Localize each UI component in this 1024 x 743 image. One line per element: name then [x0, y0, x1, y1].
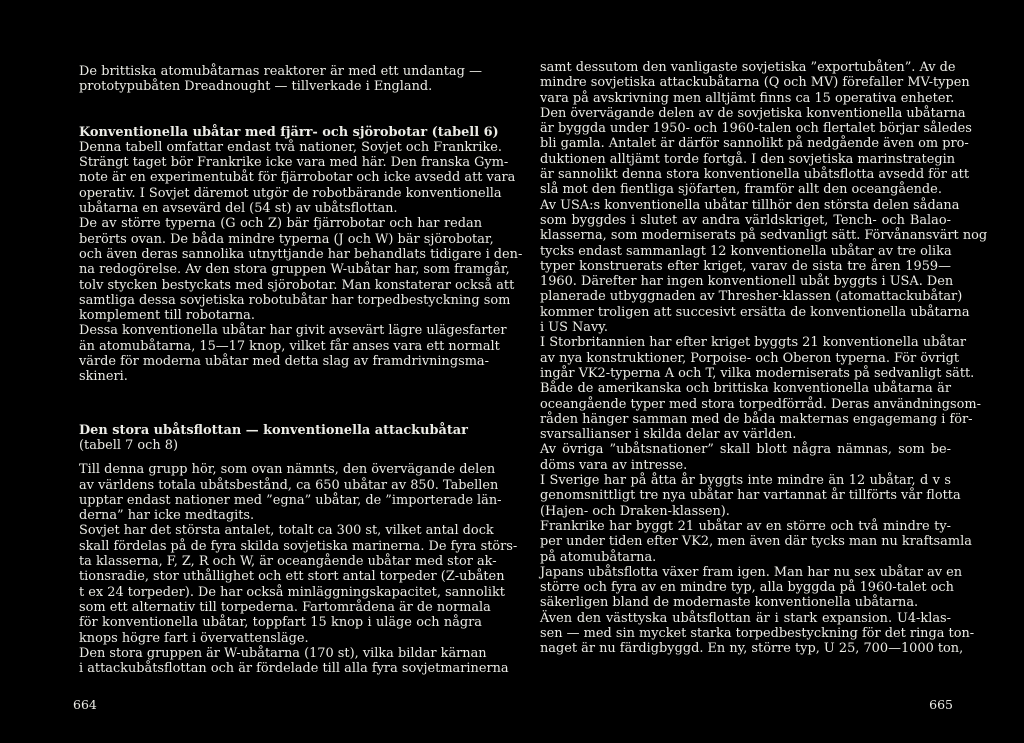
- body-line: tolv stycken bestyckats med sjörobotar. Man konstaterar också att: [79, 277, 515, 293]
- right-column: [540, 60, 988, 657]
- body-line: Denna tabell omfattar endast två nationer, Sovjet och Frankrike.: [79, 139, 502, 155]
- body-line: och även deras sannolika utnyttjande har behandlats tidigare i den-: [79, 246, 523, 262]
- body-line: upptar endast nationer med ”egna” ubåtar, de ”importerade län-: [79, 492, 502, 508]
- body-line: än atomubåtarna, 15—17 knop, vilket får anses vara ett normalt: [79, 338, 500, 354]
- body-line: (Hajen- och Draken-klassen).: [540, 503, 730, 519]
- body-line: som ett alternativ till torpederna. Fartområdena är de normala: [79, 599, 491, 615]
- body-line: är byggda under 1950- och 1960-talen och flertalet börjar således: [540, 121, 972, 137]
- body-line: mindre sovjetiska attackubåtarna (Q och MV) förefaller MV-typen: [540, 75, 970, 91]
- body-line: av nya konstruktioner, Porpoise- och Oberon typerna. För övrigt: [540, 350, 960, 366]
- body-line: av världens totala ubåtsbestånd, ca 650 ubåtar av 850. Tabellen: [79, 477, 499, 493]
- body-line: råden hänger samman med de båda makternas engagemang i för-: [540, 411, 973, 427]
- body-line: naget är nu färdigbyggd. En ny, större typ, U 25, 700—1000 ton,: [540, 641, 964, 657]
- body-line: per under tiden efter VK2, men även där tycks man nu kraftsamla: [540, 534, 972, 550]
- body-line: Dessa konventionella ubåtar har givit avsevärt lägre ulägesfarter: [79, 323, 507, 339]
- body-line: klasserna, som moderniserats på sedvanligt sätt. Förvånansvärt nog: [540, 228, 988, 244]
- body-line: bli gamla. Antalet är därför sannolikt på nedgående även om pro-: [540, 136, 969, 152]
- body-line: Sovjet har det största antalet, totalt ca 300 st, vilket antal dock: [79, 523, 494, 539]
- body-line: större och fyra av en mindre typ, alla byggda på 1960-talet och: [540, 580, 954, 596]
- body-line: ingår VK2-typerna A och T, vilka moderniserats på sedvanligt sätt.: [540, 365, 975, 381]
- page-number: 664: [73, 697, 97, 712]
- body-line: 1960. Därefter har ingen konventionell ubåt byggts i USA. Den: [540, 274, 954, 290]
- page-number: 665: [929, 697, 953, 712]
- body-line: I Storbritannien har efter kriget byggts 21 konventionella ubåtar: [540, 335, 967, 351]
- body-line: Den övervägande delen av de sovjetiska konventionella ubåtarna: [540, 105, 966, 121]
- body-line: slå mot den fientliga sjöfarten, framför allt den oceangående.: [540, 182, 942, 198]
- left-page: [73, 0, 523, 743]
- body-line: samtliga dessa sovjetiska robotubåtar har torpedbestyckning som: [79, 292, 511, 308]
- body-line: vara på avskrivning men alltjämt finns ca 15 operativa enheter.: [540, 90, 955, 106]
- body-line: t ex 24 torpeder). De har också minläggningskapacitet, sannolikt: [79, 584, 505, 600]
- body-line: tionsradie, stor uthållighet och ett stort antal torpeder (Z-ubåten: [79, 569, 505, 585]
- body-line: är sannolikt denna stora konventionella ubåtsflotta avsedd för att: [540, 167, 970, 183]
- body-line: Av USA:s konventionella ubåtar tillhör den största delen sådana: [540, 197, 960, 213]
- body-line: note är en experimentubåt för fjärrobotar och icke avsedd att vara: [79, 170, 516, 186]
- body-line: Strängt taget bör Frankrike icke vara med här. Den franska Gym-: [79, 155, 509, 171]
- body-line: på atomubåtarna.: [540, 549, 657, 565]
- body-line: döms vara av intresse.: [540, 457, 688, 473]
- body-line: oceangående typer med stora torpedförråd. Deras användningsom-: [540, 396, 981, 412]
- body-line: duktionen alltjämt torde fortgå. I den sovjetiska marinstrategin: [540, 151, 956, 167]
- body-line: Japans ubåtsflotta växer fram igen. Man har nu sex ubåtar av en: [540, 564, 963, 580]
- body-line: ta klasserna, F, Z, R och W, är oceangående ubåtar med stor ak-: [79, 554, 497, 570]
- section-heading: Den stora ubåtsflottan — konventionella attackubåtar: [79, 422, 468, 438]
- body-line: säkerligen bland de modernaste konventionella ubåtarna.: [540, 595, 919, 611]
- body-line: knops högre fart i övervattensläge.: [79, 630, 309, 646]
- body-line: värde för moderna ubåtar med detta slag av framdrivningsma-: [79, 354, 489, 370]
- intro-line: prototypubåten Dreadnought — tillverkade i England.: [79, 79, 433, 95]
- body-line: operativ. I Sovjet däremot utgör de robotbärande konventionella: [79, 185, 502, 201]
- body-line: Den stora gruppen är W-ubåtarna (170 st), vilka bildar kärnan: [79, 645, 487, 661]
- body-line: i attackubåtsflottan och är fördelade till alla fyra sovjetmarinerna: [79, 661, 509, 677]
- body-line: typer konstruerats efter kriget, varav de sista tre åren 1959—: [540, 258, 951, 274]
- intro-line: De brittiska atomubåtarnas reaktorer är med ett undantag —: [79, 64, 482, 79]
- body-line: Även den västtyska ubåtsflottan är i stark expansion. U4-klas-: [540, 610, 951, 626]
- body-line: tycks endast sammanlagt 12 konventionella ubåtar av tre olika: [540, 243, 952, 259]
- section-heading: Konventionella ubåtar med fjärr- och sjörobotar (tabell 6): [79, 124, 499, 140]
- body-line: De av större typerna (G och Z) bär fjärrobotar och har redan: [79, 216, 482, 232]
- body-line: som byggdes i slutet av andra världskriget, Tench- och Balao-: [540, 212, 951, 228]
- section-subheading: (tabell 7 och 8): [79, 437, 179, 453]
- body-line: för konventionella ubåtar, toppfart 15 knop i uläge och några: [79, 615, 482, 631]
- body-line: kommer troligen att succesivt ersätta de konventionella ubåtarna: [540, 304, 970, 320]
- body-line: Frankrike har byggt 21 ubåtar av en större och två mindre ty-: [540, 518, 951, 534]
- body-line: ubåtarna en avsevärd del (54 st) av ubåtsflottan.: [79, 201, 398, 217]
- body-line: Av övriga ”ubåtsnationer” skall blott några nämnas, som be-: [540, 442, 951, 458]
- body-line: na redogörelse. Av den stora gruppen W-ubåtar har, som framgår,: [79, 262, 510, 278]
- left-column: [79, 64, 523, 677]
- body-line: skall fördelas på de fyra skilda sovjetiska marinerna. De fyra störs-: [79, 538, 518, 554]
- body-line: I Sverige har på åtta år byggts inte mindre än 12 ubåtar, d v s: [540, 473, 951, 489]
- body-line: komplement till robotarna.: [79, 308, 255, 324]
- body-line: Både de amerikanska och brittiska konventionella ubåtarna är: [540, 381, 951, 397]
- body-line: planerade utbyggnaden av Thresher-klassen (atomattackubåtar): [540, 289, 963, 305]
- body-line: derna” har icke medtagits.: [79, 508, 255, 524]
- body-line: svarsallianser i skilda delar av världen.: [540, 427, 797, 443]
- body-line: berörts ovan. De båda mindre typerna (J och W) bär sjörobotar,: [79, 231, 494, 247]
- body-line: Till denna grupp hör, som ovan nämnts, den övervägande delen: [79, 462, 496, 478]
- body-line: sen — med sin mycket starka torpedbestyckning för det ringa ton-: [540, 625, 975, 641]
- right-page: [540, 0, 988, 743]
- body-line: skineri.: [79, 369, 128, 385]
- body-line: genomsnittligt tre nya ubåtar har vartannat år tillförts vår flotta: [540, 488, 961, 504]
- body-line: i US Navy.: [540, 320, 608, 336]
- body-line: samt dessutom den vanligaste sovjetiska ”exportubåten”. Av de: [540, 60, 956, 75]
